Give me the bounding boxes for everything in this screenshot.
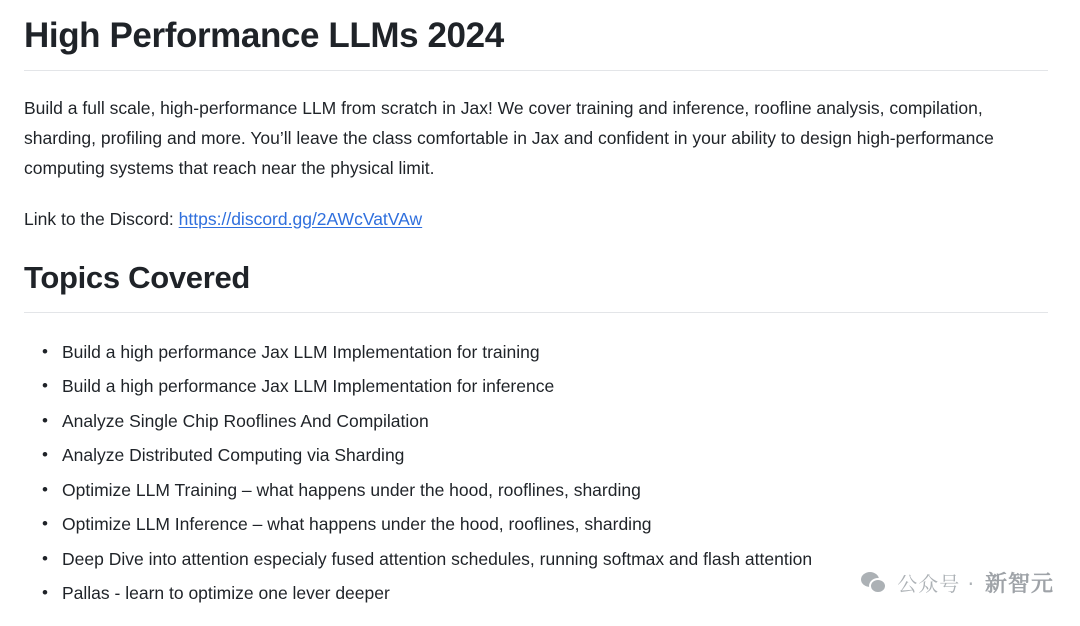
discord-link[interactable]: https://discord.gg/2AWcVatVAw — [178, 208, 423, 229]
list-item: • Pallas - learn to optimize one lever deeper — [62, 576, 1048, 611]
title-divider — [24, 70, 1048, 71]
list-item: • Deep Dive into attention especialy fused attention schedules, running softmax and flash attention — [62, 542, 1048, 577]
list-item: • Build a high performance Jax LLM Implementation for training — [62, 335, 1048, 370]
list-item: • Optimize LLM Training – what happens under the hood, rooflines, sharding — [62, 473, 1048, 508]
section-title: Topics Covered — [24, 259, 251, 295]
list-item: • Optimize LLM Inference – what happens under the hood, rooflines, sharding — [62, 507, 1048, 542]
list-item: • Analyze Single Chip Rooflines And Compilation — [62, 404, 1048, 439]
discord-label: Link to the Discord: — [24, 208, 174, 229]
intro-paragraph: Build a full scale, high-performance LLM from scratch in Jax! We cover training and inference, roofline analysis, compilation, sharding, profiling and more. You’ll leave the class comfortable in Jax and confident in your ability to design high-performance computing systems that reach near the physical limit. — [24, 97, 994, 178]
watermark-account-label: 公众号 · — [897, 572, 975, 596]
page-title: High Performance LLMs 2024 — [24, 16, 504, 55]
list-item: • Analyze Distributed Computing via Sharding — [62, 438, 1048, 473]
list-item: • Build a high performance Jax LLM Implementation for inference — [62, 369, 1048, 404]
discord-line — [24, 205, 1048, 233]
topics-list — [24, 335, 1048, 611]
watermark-brand: 新智元 — [984, 572, 1054, 597]
section-divider — [24, 312, 1048, 313]
